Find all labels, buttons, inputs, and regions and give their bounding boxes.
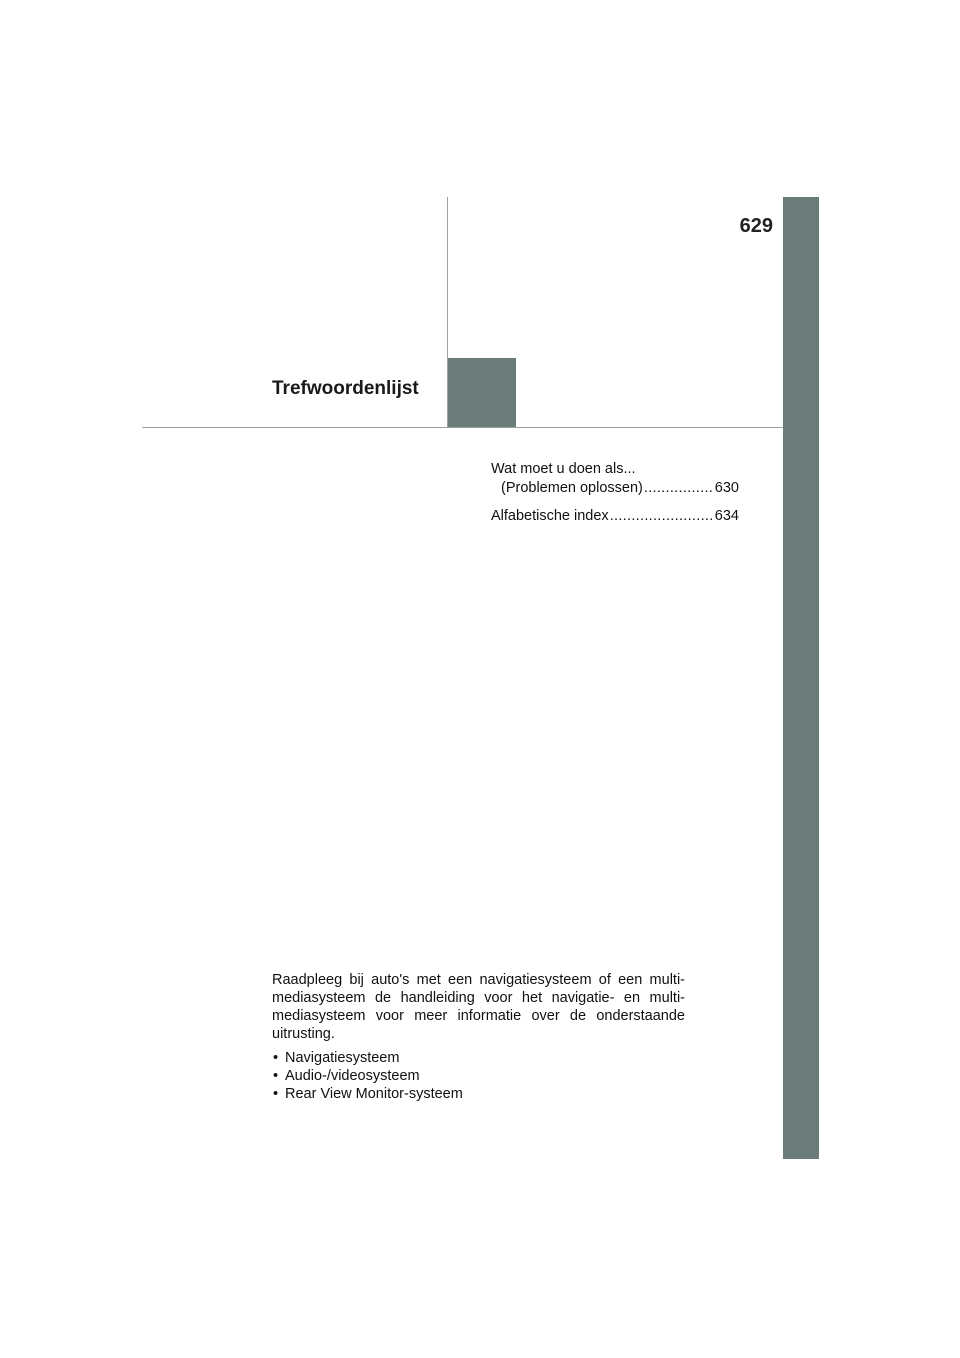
toc-item-label: (Problemen oplossen) xyxy=(501,480,643,496)
toc-leader-dots xyxy=(644,479,714,498)
note-list xyxy=(272,1049,685,1103)
list-item: • Rear View Monitor-systeem xyxy=(272,1085,685,1103)
section-tab-block xyxy=(448,358,516,427)
table-of-contents xyxy=(491,460,739,535)
section-title: Trefwoordenlijst xyxy=(272,378,419,399)
toc-item-troubleshooting[interactable] xyxy=(491,460,739,498)
list-item: • Navigatiesysteem xyxy=(272,1049,685,1067)
chapter-side-bar xyxy=(783,197,819,1159)
toc-leader-dots xyxy=(610,507,714,526)
list-item: • Audio-/videosysteem xyxy=(272,1067,685,1085)
toc-item-label: Alfabetische index xyxy=(491,508,609,524)
toc-item-page: 630 xyxy=(714,480,739,496)
info-note xyxy=(272,971,685,1103)
note-text: Raadpleeg bij auto's met een navigatiesysteem of een multi-mediasysteem de handleiding voor het navigatie- en multi-mediasysteem voor meer informatie over de onderstaande uitrusting. xyxy=(272,972,685,1042)
toc-item-title: Wat moet u doen als... xyxy=(491,461,636,477)
page-number: 629 xyxy=(739,215,773,237)
toc-item-page: 634 xyxy=(714,508,739,524)
toc-item-alphabetical-index[interactable] xyxy=(491,507,739,526)
horizontal-rule xyxy=(142,427,783,428)
